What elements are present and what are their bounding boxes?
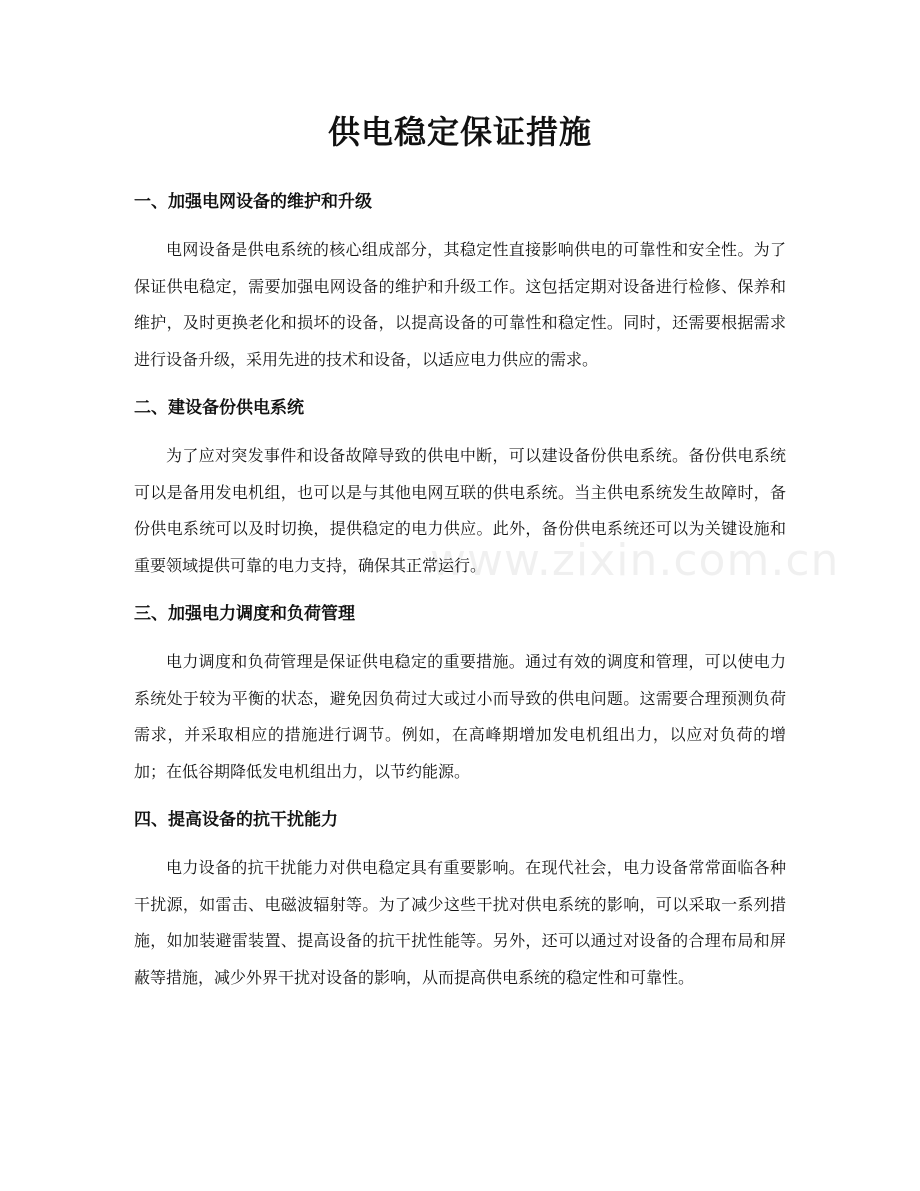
section-paragraph: 电力调度和负荷管理是保证供电稳定的重要措施。通过有效的调度和管理，可以使电力系统处于较为平衡的状态，避免因负荷过大或过小而导致的供电问题。这需要合理预测负荷需求，并采取相应的措施进行调节。例如，在高峰期增加发电机组出力，以应对负荷的增加；在低谷期降低发电机组出力，以节约能源。 — [134, 652, 786, 781]
section-4 — [134, 802, 786, 996]
section-1 — [134, 184, 786, 378]
section-paragraph: 电网设备是供电系统的核心组成部分，其稳定性直接影响供电的可靠性和安全性。为了保证供电稳定，需要加强电网设备的维护和升级工作。这包括定期对设备进行检修、保养和维护，及时更换老化和损坏的设备，以提高设备的可靠性和稳定性。同时，还需要根据需求进行设备升级，采用先进的技术和设备，以适应电力供应的需求。 — [134, 240, 786, 369]
section-2 — [134, 390, 786, 584]
section-paragraph: 电力设备的抗干扰能力对供电稳定具有重要影响。在现代社会，电力设备常常面临各种干扰源，如雷击、电磁波辐射等。为了减少这些干扰对供电系统的影响，可以采取一系列措施，如加装避雷装置、提高设备的抗干扰性能等。另外，还可以通过对设备的合理布局和屏蔽等措施，减少外界干扰对设备的影响，从而提高供电系统的稳定性和可靠性。 — [134, 858, 786, 987]
document-title: 供电稳定保证措施 — [327, 113, 592, 151]
watermark: www.zixin.com.cn — [430, 535, 840, 586]
section-heading: 三、加强电力调度和负荷管理 — [134, 604, 355, 624]
section-heading: 四、提高设备的抗干扰能力 — [134, 810, 338, 830]
document-body — [134, 184, 786, 1008]
section-3 — [134, 596, 786, 790]
section-heading: 一、加强电网设备的维护和升级 — [134, 192, 372, 212]
section-heading: 二、建设备份供电系统 — [134, 398, 304, 418]
section-paragraph: 为了应对突发事件和设备故障导致的供电中断，可以建设备份供电系统。备份供电系统可以是备用发电机组，也可以是与其他电网互联的供电系统。当主供电系统发生故障时，备份供电系统可以及时切换，提供稳定的电力供应。此外，备份供电系统还可以为关键设施和重要领域提供可靠的电力支持，确保其正常运行。 — [134, 446, 786, 575]
